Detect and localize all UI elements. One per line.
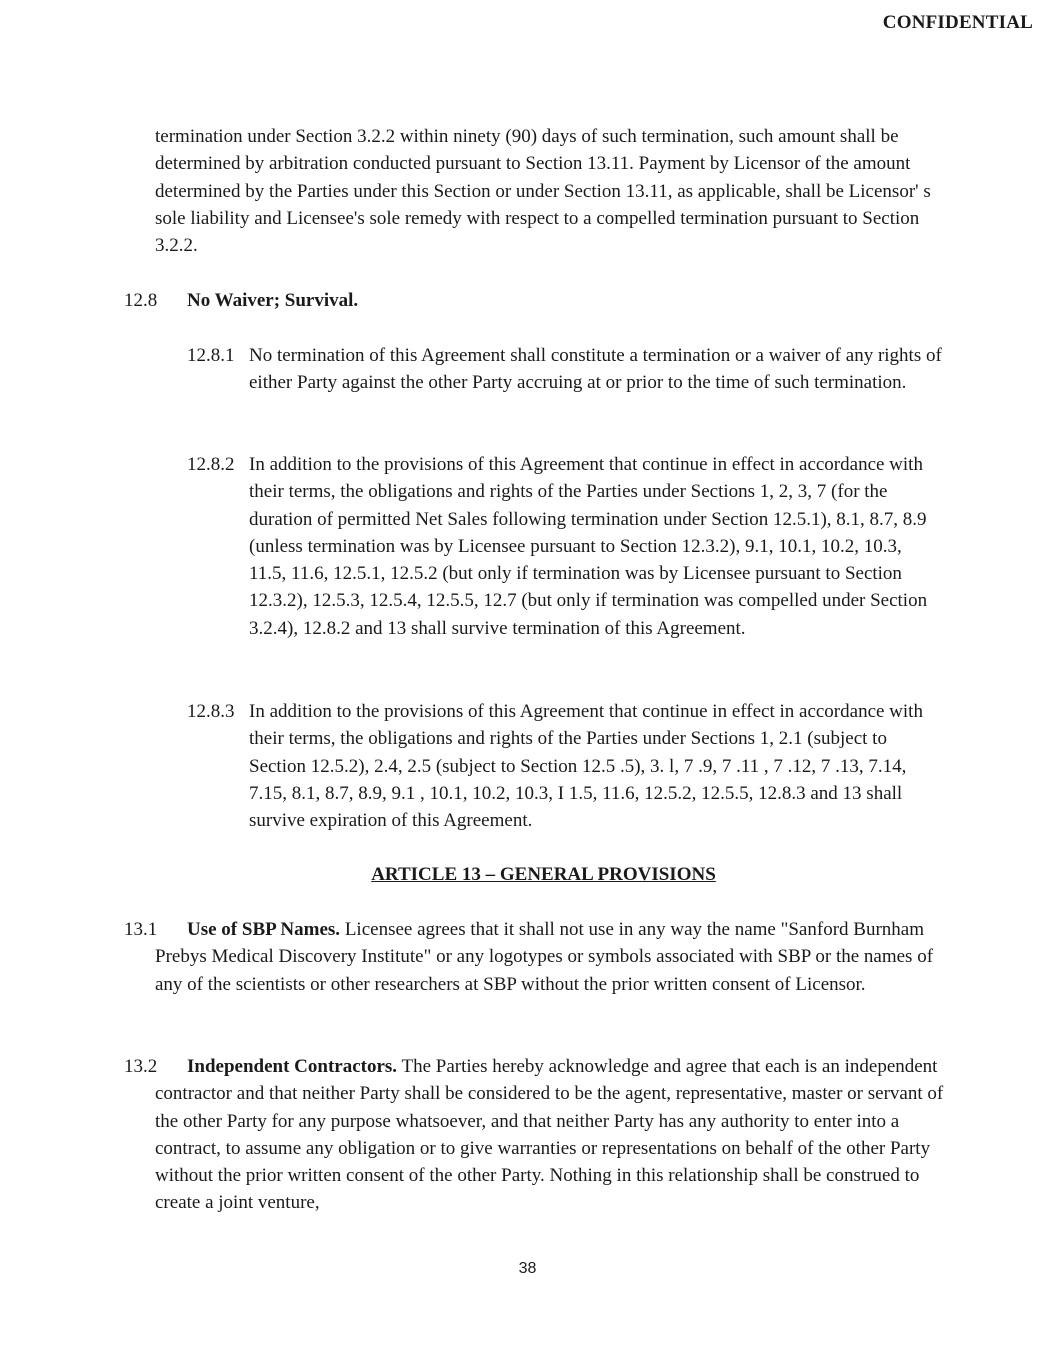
subsection-12-8-1-text: No termination of this Agreement shall constitute a termination or a waiver of any rights of either Party against the other Party accruing at or prior to the time of such termination. [249, 345, 942, 394]
section-13-2-title: Independent Contractors. [187, 1056, 398, 1077]
section-13-2-number: 13.2 [124, 1056, 158, 1077]
subsection-12-8-1-number: 12.8.1 [187, 345, 235, 366]
section-13-1-title: Use of SBP Names. [187, 919, 341, 940]
section-12-8-number: 12.8 [124, 290, 158, 311]
subsection-12-8-3-number: 12.8.3 [187, 701, 235, 722]
confidential-header: CONFIDENTIAL [882, 12, 1033, 33]
subsection-12-8-2-number: 12.8.2 [187, 454, 235, 475]
section-12-8-title: No Waiver; Survival. [187, 290, 359, 311]
section-13-1-text: Licensee agrees that it shall not use in any way the name "Sanford Burnham Prebys Medical Discovery Institute" or any logotypes or symbols associated with SBP or the names of any of the scientists or other researchers at SBP without the prior written consent of Licensor. [155, 919, 934, 995]
section-13-2-text: The Parties hereby acknowledge and agree that each is an independent contractor and that neither Party shall be considered to be the agent, representative, master or servant of the other Party for any purpose whatsoever, and that neither Party has any authority to enter into a contract, to assume any obligation or to give warranties or representations on behalf of the other Party without the prior written consent of the other Party. Nothing in this relationship shall be construed to create a joint venture, [155, 1056, 944, 1214]
section-13-2-paragraph [155, 1053, 945, 1217]
section-13-1-number: 13.1 [124, 919, 158, 940]
subsection-12-8-3-text: In addition to the provisions of this Agreement that continue in effect in accordance with their terms, the obligations and rights of the Parties under Sections 1, 2.1 (subject to Section 12.5.2), 2.4, 2.5 (subject to Section 12.5 .5), 3. l, 7 .9, 7 .11 , 7 .12, 7 .13, 7.14, 7.15, 8.1, 8.7, 8.9, 9.1 , 10.1, 10.2, 10.3, I 1.5, 11.6, 12.5.2, 12.5.5, 12.8.3 and 13 shall survive expiration of this Agreement. [249, 701, 923, 832]
page-number: 38 [518, 1260, 537, 1277]
article-13-heading: ARTICLE 13 – GENERAL PROVISIONS [371, 864, 716, 885]
section-13-1-paragraph [155, 916, 945, 998]
intro-paragraph: termination under Section 3.2.2 within ninety (90) days of such termination, such amount shall be determined by arbitration conducted pursuant to Section 13.11. Payment by Licensor of the amount determined by the Parties under this Section or under Section 13.11, as applicable, shall be Licensor' s sole liability and Licensee's sole remedy with respect to a compelled termination pursuant to Section 3.2.2. [155, 126, 931, 257]
subsection-12-8-2-text: In addition to the provisions of this Agreement that continue in effect in accordance with their terms, the obligations and rights of the Parties under Sections 1, 2, 3, 7 (for the duration of permitted Net Sales following termination under Section 12.5.1), 8.1, 8.7, 8.9 (unless termination was by Licensee pursuant to Section 12.3.2), 9.1, 10.1, 10.2, 10.3, 11.5, 11.6, 12.5.1, 12.5.2 (but only if termination was by Licensee pursuant to Section 12.3.2), 12.5.3, 12.5.4, 12.5.5, 12.7 (but only if termination was compelled under Section 3.2.4), 12.8.2 and 13 shall survive termination of this Agreement. [249, 454, 928, 639]
